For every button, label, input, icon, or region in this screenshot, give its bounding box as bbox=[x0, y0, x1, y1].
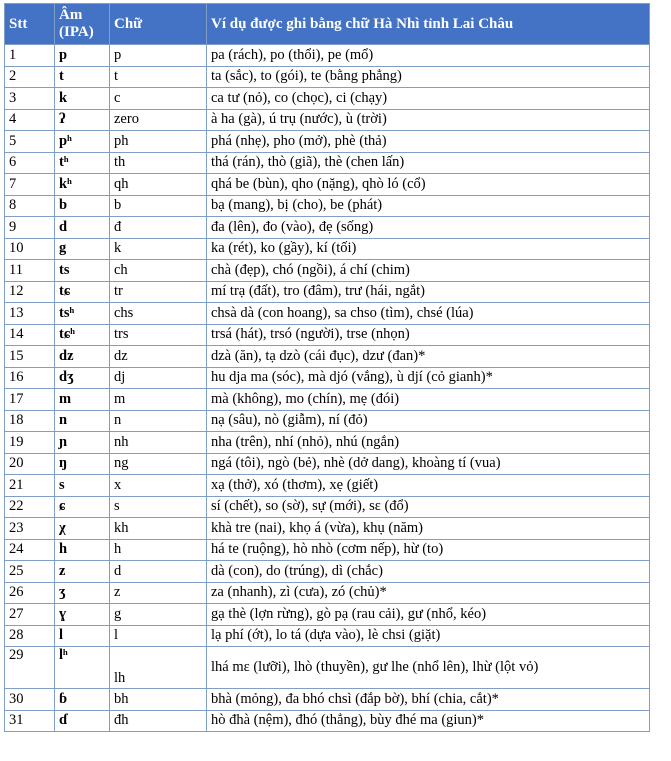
table-row bbox=[5, 174, 650, 196]
cell-chu: th bbox=[110, 152, 207, 174]
cell-chu: z bbox=[110, 582, 207, 604]
cell-example: dzà (ăn), tạ dzò (cái đục), dzư (đan)* bbox=[207, 346, 650, 368]
table-row bbox=[5, 324, 650, 346]
cell-ipa: z bbox=[55, 561, 110, 583]
cell-example: xạ (thở), xó (thơm), xẹ (giết) bbox=[207, 475, 650, 497]
cell-stt: 10 bbox=[5, 238, 55, 260]
cell-chu: h bbox=[110, 539, 207, 561]
cell-chu: tr bbox=[110, 281, 207, 303]
cell-chu: n bbox=[110, 410, 207, 432]
cell-stt: 22 bbox=[5, 496, 55, 518]
cell-stt: 12 bbox=[5, 281, 55, 303]
cell-stt: 14 bbox=[5, 324, 55, 346]
cell-chu: qh bbox=[110, 174, 207, 196]
table-row bbox=[5, 195, 650, 217]
cell-example: phá (nhẹ), pho (mở), phè (thả) bbox=[207, 131, 650, 153]
table-row bbox=[5, 281, 650, 303]
cell-chu: ph bbox=[110, 131, 207, 153]
cell-ipa: pʰ bbox=[55, 131, 110, 153]
table-row bbox=[5, 152, 650, 174]
table-row bbox=[5, 625, 650, 647]
cell-chu: kh bbox=[110, 518, 207, 540]
cell-example: ca tư (nỏ), co (chọc), ci (chạy) bbox=[207, 88, 650, 110]
table-header bbox=[5, 4, 650, 45]
cell-ipa: m bbox=[55, 389, 110, 411]
cell-stt: 3 bbox=[5, 88, 55, 110]
cell-example: ngá (tôi), ngò (bẻ), nhè (dở dang), khoàng tí (vua) bbox=[207, 453, 650, 475]
table-row bbox=[5, 131, 650, 153]
cell-example: chsà dà (con hoang), sa chso (tìm), chsé (lúa) bbox=[207, 303, 650, 325]
table-row bbox=[5, 303, 650, 325]
cell-ipa: kʰ bbox=[55, 174, 110, 196]
cell-stt: 5 bbox=[5, 131, 55, 153]
cell-stt: 4 bbox=[5, 109, 55, 131]
cell-chu: l bbox=[110, 625, 207, 647]
cell-ipa: ɗ bbox=[55, 710, 110, 732]
cell-chu: lh bbox=[110, 647, 207, 689]
table-body bbox=[5, 45, 650, 732]
table-row bbox=[5, 109, 650, 131]
cell-example: mà (không), mo (chín), mẹ (đói) bbox=[207, 389, 650, 411]
cell-ipa: g bbox=[55, 238, 110, 260]
table-row bbox=[5, 496, 650, 518]
cell-example: đa (lên), đo (vào), đẹ (sống) bbox=[207, 217, 650, 239]
cell-stt: 21 bbox=[5, 475, 55, 497]
cell-chu: ng bbox=[110, 453, 207, 475]
cell-stt: 7 bbox=[5, 174, 55, 196]
cell-example: qhá be (bùn), qho (nặng), qhò ló (cổ) bbox=[207, 174, 650, 196]
cell-ipa: ʔ bbox=[55, 109, 110, 131]
header-stt: Stt bbox=[5, 4, 55, 45]
cell-stt: 25 bbox=[5, 561, 55, 583]
cell-chu: m bbox=[110, 389, 207, 411]
cell-chu: trs bbox=[110, 324, 207, 346]
table-row bbox=[5, 475, 650, 497]
cell-ipa: h bbox=[55, 539, 110, 561]
cell-ipa: ɲ bbox=[55, 432, 110, 454]
cell-example: nha (trên), nhí (nhỏ), nhú (ngắn) bbox=[207, 432, 650, 454]
cell-example: gạ thè (lợn rừng), gò pạ (rau cải), gư (nhổ, kéo) bbox=[207, 604, 650, 626]
cell-example: trsá (hát), trsó (người), trse (nhọn) bbox=[207, 324, 650, 346]
cell-chu: s bbox=[110, 496, 207, 518]
cell-stt: 11 bbox=[5, 260, 55, 282]
cell-example: lạ phí (ớt), lo tá (dựa vào), lè chsi (giặt) bbox=[207, 625, 650, 647]
cell-stt: 27 bbox=[5, 604, 55, 626]
cell-example: sí (chết), so (sờ), sự (mới), sɛ (đổ) bbox=[207, 496, 650, 518]
cell-ipa: ɕ bbox=[55, 496, 110, 518]
cell-chu: bh bbox=[110, 689, 207, 711]
cell-ipa: tɕʰ bbox=[55, 324, 110, 346]
cell-stt: 29 bbox=[5, 647, 55, 689]
table-row bbox=[5, 45, 650, 67]
cell-ipa: t bbox=[55, 66, 110, 88]
table-row bbox=[5, 238, 650, 260]
table-row bbox=[5, 260, 650, 282]
cell-stt: 1 bbox=[5, 45, 55, 67]
cell-example: thá (rán), thò (giã), thè (chen lấn) bbox=[207, 152, 650, 174]
cell-chu: dz bbox=[110, 346, 207, 368]
cell-chu: k bbox=[110, 238, 207, 260]
cell-example: ka (rét), ko (gầy), kí (tối) bbox=[207, 238, 650, 260]
cell-stt: 24 bbox=[5, 539, 55, 561]
table-row bbox=[5, 453, 650, 475]
cell-stt: 30 bbox=[5, 689, 55, 711]
cell-ipa: tʰ bbox=[55, 152, 110, 174]
header-vi-du: Ví dụ được ghi bằng chữ Hà Nhì tỉnh Lai Châu bbox=[207, 4, 650, 45]
table-row bbox=[5, 689, 650, 711]
cell-chu: d bbox=[110, 561, 207, 583]
cell-example: lhá mɛ (lưỡi), lhò (thuyền), gư lhe (nhổ lên), lhừ (lột vỏ) bbox=[207, 647, 650, 689]
table-row bbox=[5, 604, 650, 626]
cell-chu: ch bbox=[110, 260, 207, 282]
cell-example: chà (đẹp), chó (ngồi), á chí (chim) bbox=[207, 260, 650, 282]
cell-chu: dj bbox=[110, 367, 207, 389]
cell-ipa: n bbox=[55, 410, 110, 432]
cell-ipa: ʒ bbox=[55, 582, 110, 604]
cell-chu: zero bbox=[110, 109, 207, 131]
table-row bbox=[5, 561, 650, 583]
cell-stt: 28 bbox=[5, 625, 55, 647]
cell-stt: 18 bbox=[5, 410, 55, 432]
cell-ipa: ts bbox=[55, 260, 110, 282]
cell-ipa: tsʰ bbox=[55, 303, 110, 325]
cell-stt: 19 bbox=[5, 432, 55, 454]
table-row bbox=[5, 217, 650, 239]
cell-example: bạ (mang), bị (cho), be (phát) bbox=[207, 195, 650, 217]
cell-example: hu dja ma (sóc), mà djó (vắng), ù djí (cỏ gianh)* bbox=[207, 367, 650, 389]
table-row bbox=[5, 346, 650, 368]
cell-ipa: d bbox=[55, 217, 110, 239]
cell-stt: 20 bbox=[5, 453, 55, 475]
table-row bbox=[5, 88, 650, 110]
cell-example: za (nhanh), zì (cưa), zó (chủ)* bbox=[207, 582, 650, 604]
table-row bbox=[5, 582, 650, 604]
cell-example: ta (sắc), to (gói), te (bằng phẳng) bbox=[207, 66, 650, 88]
cell-chu: b bbox=[110, 195, 207, 217]
cell-chu: chs bbox=[110, 303, 207, 325]
header-row bbox=[5, 4, 650, 45]
table-row bbox=[5, 710, 650, 732]
cell-ipa: k bbox=[55, 88, 110, 110]
cell-ipa: ɓ bbox=[55, 689, 110, 711]
cell-stt: 6 bbox=[5, 152, 55, 174]
cell-chu: t bbox=[110, 66, 207, 88]
cell-chu: đ bbox=[110, 217, 207, 239]
cell-stt: 15 bbox=[5, 346, 55, 368]
cell-chu: đh bbox=[110, 710, 207, 732]
cell-example: há te (ruộng), hò nhò (cơm nếp), hừ (to) bbox=[207, 539, 650, 561]
cell-ipa: ŋ bbox=[55, 453, 110, 475]
cell-example: à ha (gà), ú trụ (nước), ù (trời) bbox=[207, 109, 650, 131]
table-row bbox=[5, 432, 650, 454]
table-row bbox=[5, 518, 650, 540]
cell-chu: x bbox=[110, 475, 207, 497]
cell-ipa: p bbox=[55, 45, 110, 67]
cell-example: khà tre (nai), khọ á (vừa), khụ (năm) bbox=[207, 518, 650, 540]
header-chu: Chữ bbox=[110, 4, 207, 45]
cell-ipa: s bbox=[55, 475, 110, 497]
cell-chu: g bbox=[110, 604, 207, 626]
table-row bbox=[5, 389, 650, 411]
cell-example: dà (con), do (trúng), dì (chắc) bbox=[207, 561, 650, 583]
cell-stt: 2 bbox=[5, 66, 55, 88]
table-row bbox=[5, 367, 650, 389]
cell-ipa: b bbox=[55, 195, 110, 217]
cell-chu: p bbox=[110, 45, 207, 67]
cell-chu: c bbox=[110, 88, 207, 110]
cell-ipa: dz bbox=[55, 346, 110, 368]
cell-example: hò đhà (nệm), đhó (thẳng), bùy đhé ma (giun)* bbox=[207, 710, 650, 732]
cell-example: pa (rách), po (thổi), pe (mổ) bbox=[207, 45, 650, 67]
cell-stt: 9 bbox=[5, 217, 55, 239]
cell-stt: 26 bbox=[5, 582, 55, 604]
cell-example: mí trạ (đất), tro (đâm), trư (hái, ngắt) bbox=[207, 281, 650, 303]
cell-example: nạ (sâu), nò (giẫm), ní (đỏ) bbox=[207, 410, 650, 432]
cell-stt: 8 bbox=[5, 195, 55, 217]
consonant-table bbox=[4, 3, 650, 732]
table-row bbox=[5, 410, 650, 432]
consonant-table-container bbox=[4, 3, 649, 732]
cell-stt: 31 bbox=[5, 710, 55, 732]
table-row bbox=[5, 539, 650, 561]
cell-ipa: l bbox=[55, 625, 110, 647]
table-row bbox=[5, 647, 650, 689]
cell-stt: 13 bbox=[5, 303, 55, 325]
cell-ipa: ɣ bbox=[55, 604, 110, 626]
cell-stt: 23 bbox=[5, 518, 55, 540]
cell-stt: 16 bbox=[5, 367, 55, 389]
cell-example: bhà (mỏng), đa bhó chsì (đắp bờ), bhí (chia, cắt)* bbox=[207, 689, 650, 711]
header-am-ipa: Âm (IPA) bbox=[55, 4, 110, 45]
cell-ipa: tɕ bbox=[55, 281, 110, 303]
cell-ipa: χ bbox=[55, 518, 110, 540]
table-row bbox=[5, 66, 650, 88]
cell-chu: nh bbox=[110, 432, 207, 454]
cell-stt: 17 bbox=[5, 389, 55, 411]
cell-ipa: dʒ bbox=[55, 367, 110, 389]
cell-ipa: lʰ bbox=[55, 647, 110, 689]
